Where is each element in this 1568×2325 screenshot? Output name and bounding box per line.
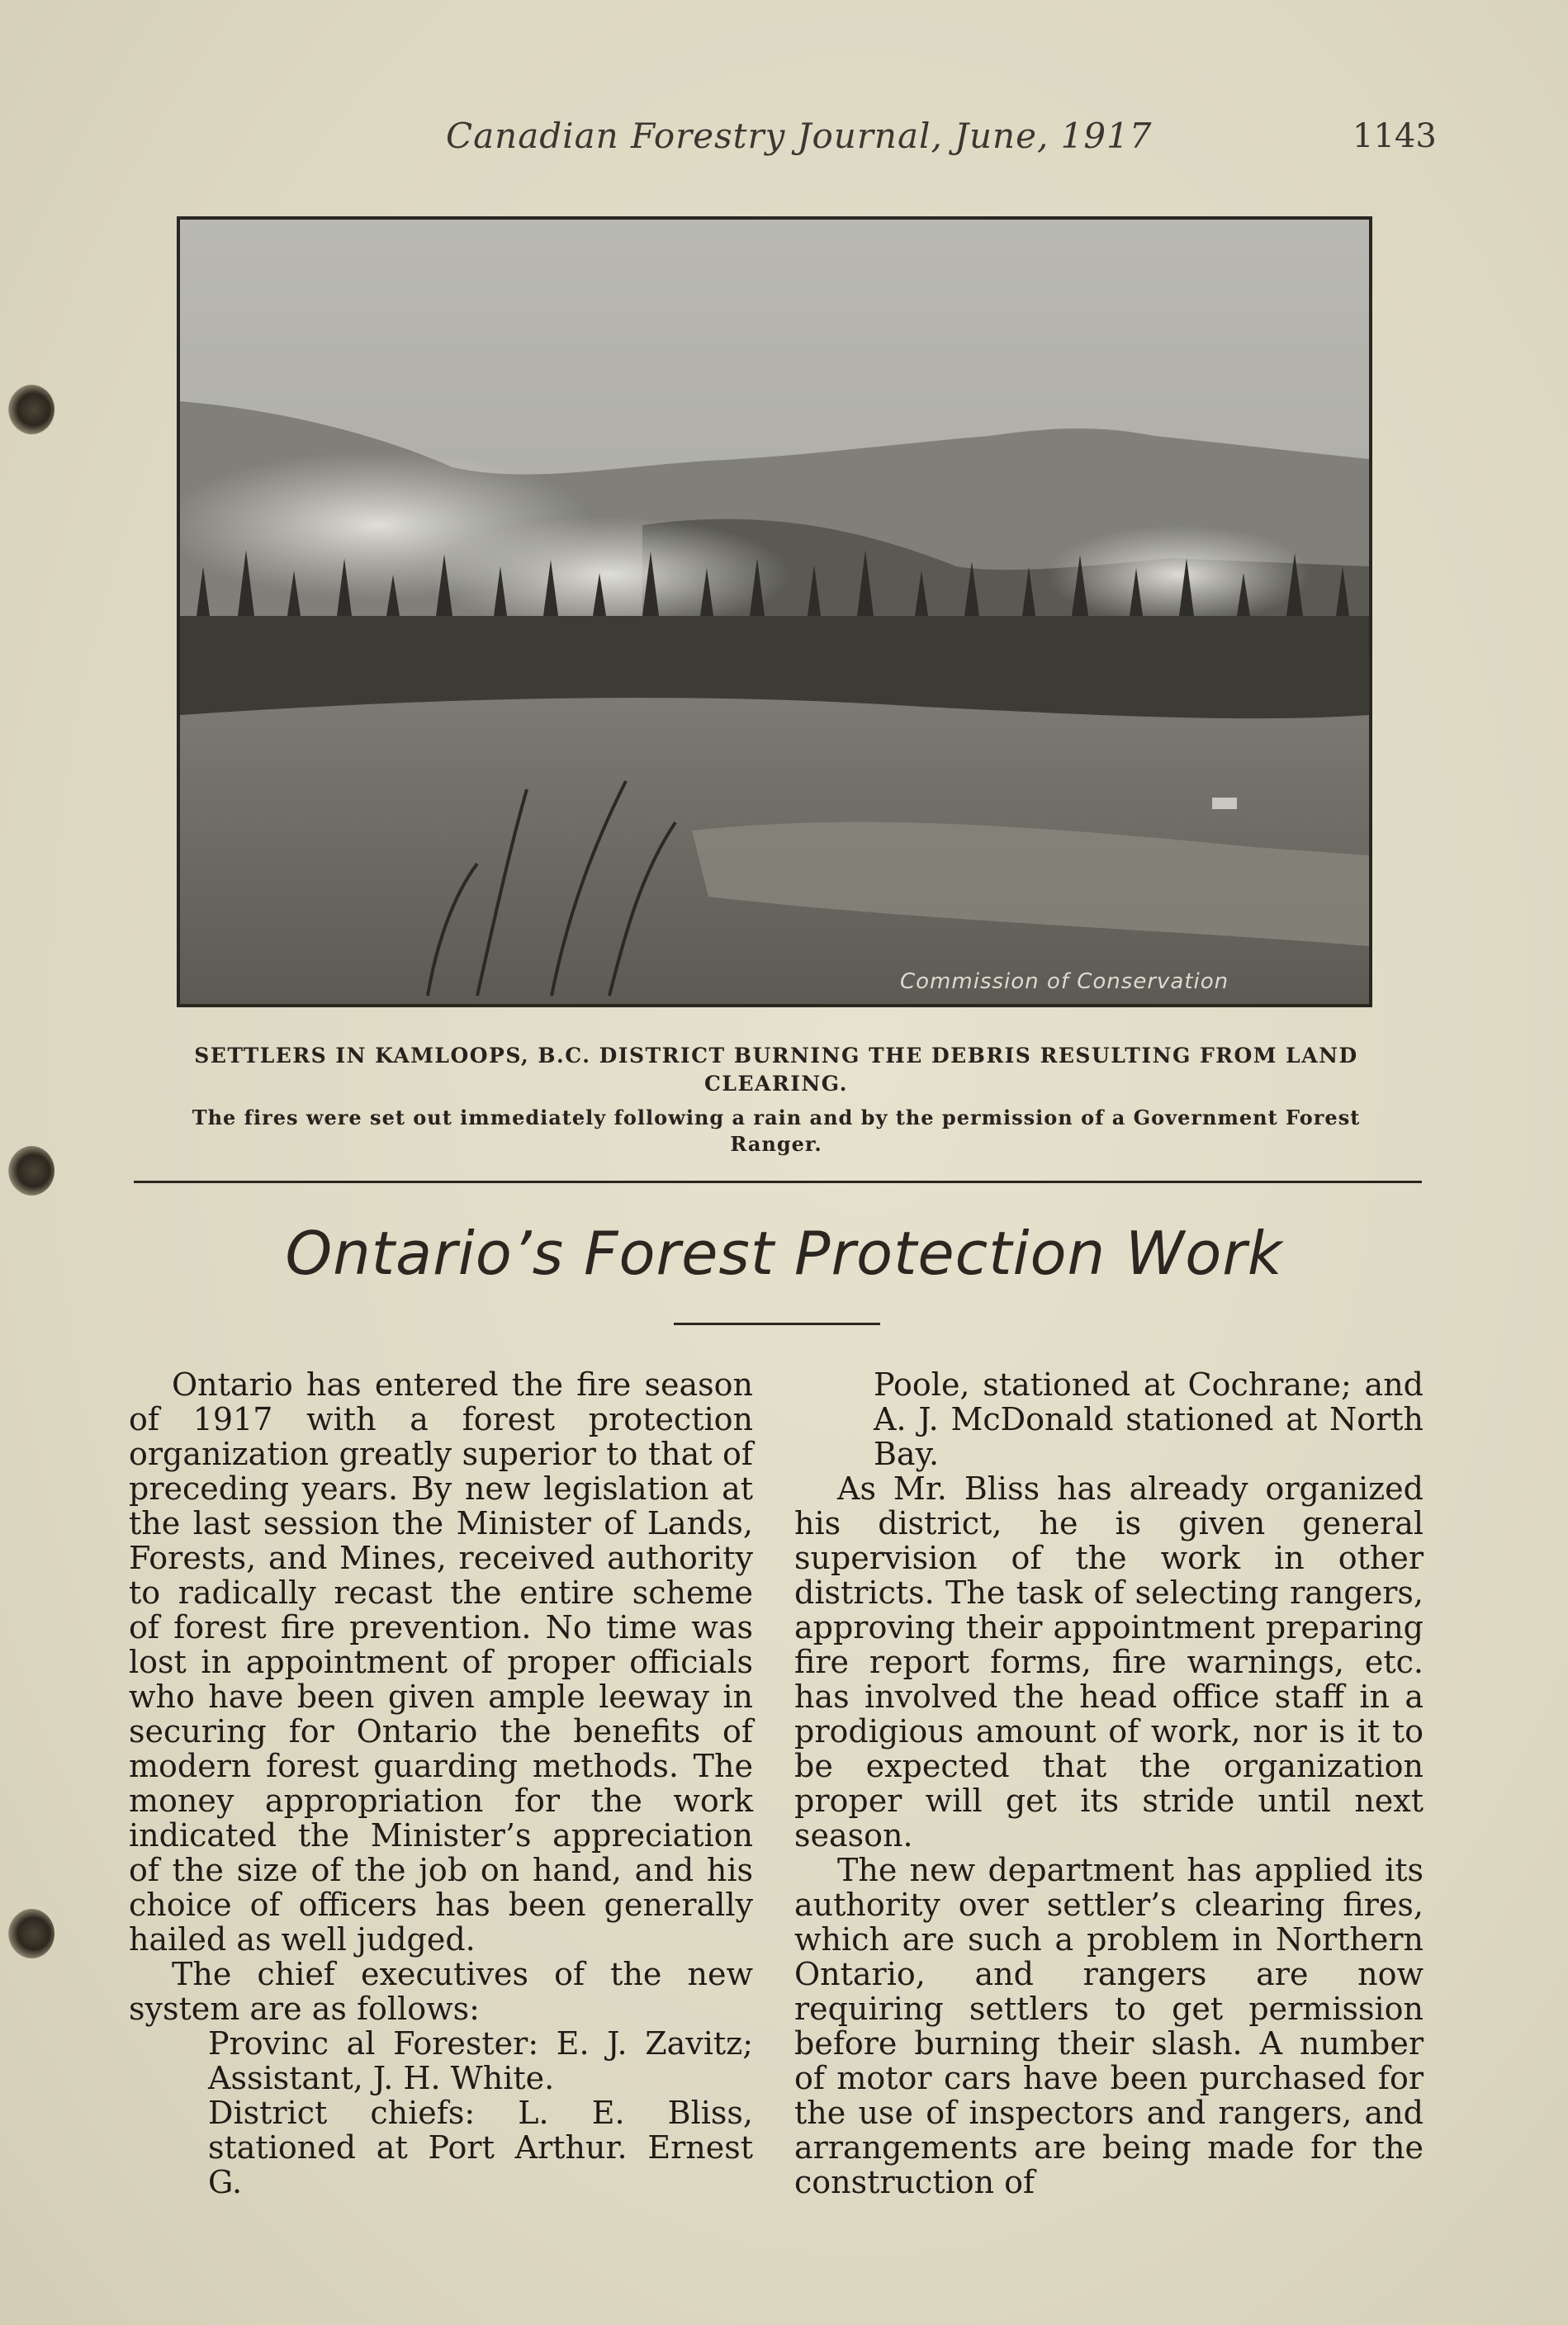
article-title: Ontario’s Forest Protection Work — [285, 1219, 1283, 1288]
caption-headline: SETTLERS IN KAMLOOPS, B.C. DISTRICT BURNING THE DEBRIS RESULTING FROM LAND CLEARING. — [194, 1044, 1358, 1096]
article-column-left — [129, 1367, 753, 2200]
photo-credit: Commission of Conservation — [900, 969, 1229, 994]
article-column-right — [794, 1367, 1424, 2200]
photo-caption — [173, 1042, 1379, 1158]
landscape-photo — [177, 216, 1372, 1007]
binding-hole — [8, 385, 54, 434]
paragraph: As Mr. Bliss has already organized his district, he is given general supervision of the work in other districts. The task of selecting rangers, approving their appointment preparing fire report forms, fire warnings, etc. has involved the head office staff in a prodigious amount of work, nor is it to be expected that the organization proper will get its stride until next season. — [794, 1470, 1424, 1854]
paragraph: District chiefs: L. E. Bliss, stationed at Port Arthur. Ernest G. — [208, 2095, 753, 2200]
caption-subline: The fires were set out immediately following a rain and by the permission of a Government Forest Ranger. — [192, 1106, 1361, 1156]
journal-title: Canadian Forestry Journal, June, 1917 — [446, 116, 1153, 156]
running-header — [0, 116, 1568, 165]
paragraph: The new department has applied its authority over settler’s clearing fires, which are such a problem in Northern Ontario, and rangers are now requiring settlers to get permission before burning their slash. A number of motor cars have been purchased for the use of inspectors and rangers, and arrangements are being made for the construction of — [794, 1852, 1424, 2200]
paragraph: Poole, stationed at Cochrane; and A. J. McDonald stationed at North Bay. — [874, 1366, 1424, 1472]
paragraph: The chief executives of the new system are as follows: — [129, 1956, 753, 2027]
paragraph: Ontario has entered the fire season of 1917 with a forest protection organization greatly superior to that of preceding years. By new legislation at the last session the Minister of Lands, Forests, and Mines, received authority to radically recast the entire scheme of forest fire prevention. No time was lost in appointment of proper officials who have been given ample leeway in securing for Ontario the benefits of modern forest guarding methods. The money appropriation for the work indicated the Minister’s appreciation of the size of the job on hand, and his choice of officers has been generally hailed as well judged. — [129, 1366, 753, 1958]
section-divider — [134, 1181, 1422, 1183]
page-number: 1143 — [1352, 117, 1437, 155]
paragraph: Provinc al Forester: E. J. Zavitz; Assistant, J. H. White. — [208, 2025, 753, 2096]
binding-hole — [8, 1909, 54, 1958]
binding-hole — [8, 1146, 54, 1196]
title-underline — [674, 1323, 880, 1325]
